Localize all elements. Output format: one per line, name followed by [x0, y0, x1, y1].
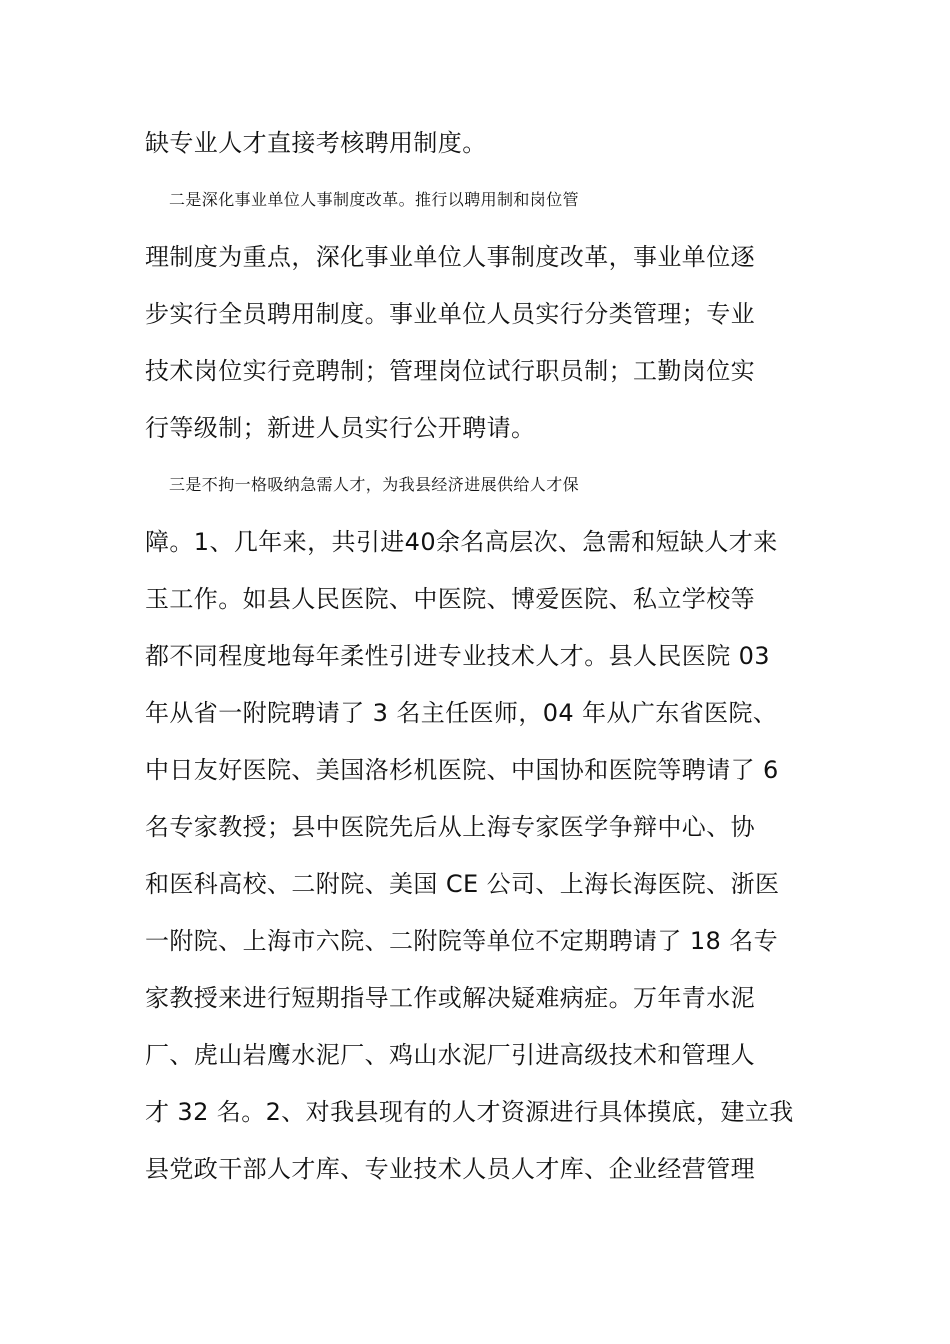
- text-line: 都不同程度地每年柔性引进专业技术人才。县人民医院 03: [145, 642, 770, 670]
- text-line: 名专家教授；县中医院先后从上海专家医学争辩中心、协: [145, 813, 755, 841]
- text-line: 步实行全员聘用制度。事业单位人员实行分类管理；专业: [145, 300, 755, 328]
- text-line: 中日友好医院、美国洛杉机医院、中国协和医院等聘请了 6: [145, 756, 779, 784]
- text-line: 年从省一附院聘请了 3 名主任医师，04 年从广东省医院、: [145, 699, 778, 727]
- text-line: 和医科高校、二附院、美国 CE 公司、上海长海医院、浙医: [145, 870, 780, 898]
- text-line: 才 32 名。2、对我县现有的人才资源进行具体摸底，建立我: [145, 1098, 794, 1126]
- text-line: 厂、虎山岩鹰水泥厂、鸡山水泥厂引进高级技术和管理人: [145, 1041, 755, 1069]
- text-line: 缺专业人才直接考核聘用制度。: [145, 129, 487, 157]
- text-line: 县党政干部人才库、专业技术人员人才库、企业经营管理: [145, 1155, 755, 1183]
- text-line: 玉工作。如县人民医院、中医院、博爱医院、私立学校等: [145, 585, 755, 613]
- text-line: 障。1、几年来，共引进40余名高层次、急需和短缺人才来: [145, 528, 778, 556]
- text-line: 三是不拘一格吸纳急需人才，为我县经济进展供给人才保: [169, 475, 580, 494]
- text-line: 技术岗位实行竞聘制；管理岗位试行职员制；工勤岗位实: [145, 357, 755, 385]
- text-line: 一附院、上海市六院、二附院等单位不定期聘请了 18 名专: [145, 927, 778, 955]
- text-line: 家教授来进行短期指导工作或解决疑难病症。万年青水泥: [145, 984, 755, 1012]
- text-line: 二是深化事业单位人事制度改革。推行以聘用制和岗位管: [169, 190, 580, 209]
- text-line: 理制度为重点，深化事业单位人事制度改革，事业单位逐: [145, 243, 755, 271]
- text-line: 行等级制；新进人员实行公开聘请。: [145, 414, 536, 442]
